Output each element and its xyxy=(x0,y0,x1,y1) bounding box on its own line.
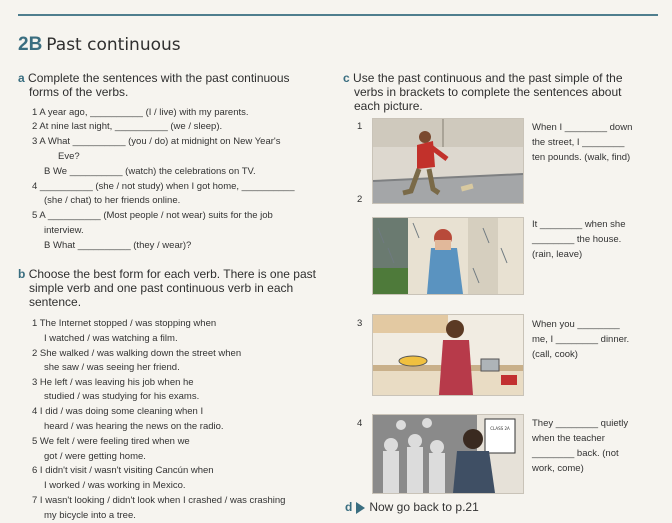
section-a-instruction-line-1: Complete the sentences with the past continuous xyxy=(28,71,290,85)
section-a-instruction-line-2: forms of the verbs. xyxy=(29,85,129,99)
exercise-b-line-4b: heard / was hearing the news on the radio. xyxy=(44,421,224,432)
section-b-instruction-line-2: simple verb and one past continuous verb in each xyxy=(29,281,294,295)
unit-number: 2B xyxy=(18,34,43,55)
section-c-letter: c xyxy=(343,71,350,85)
exercise-b-line-4: 4 I did / was doing some cleaning when I xyxy=(32,406,204,417)
exercise-a-line-3: 3 A What __________ (you / do) at midnight on New Year's xyxy=(32,136,281,147)
exercise-b-line-2: 2 She walked / was walking down the street when xyxy=(32,348,242,359)
exercise-b-line-3: 3 He left / was leaving his job when he xyxy=(32,377,194,388)
picture-4-door-sign: CLASS 2A xyxy=(490,426,510,431)
picture-4-classroom xyxy=(372,414,524,494)
picture-2-text-line-3: (rain, leave) xyxy=(532,249,583,260)
picture-1-text-line-2: the street, I ________ xyxy=(532,137,625,148)
section-d-text: Now go back to p.21 xyxy=(369,500,479,514)
section-a-letter: a xyxy=(18,71,25,85)
exercise-b-line-7: 7 I wasn't looking / didn't look when I crashed / was crashing xyxy=(32,495,286,506)
section-b-instruction xyxy=(18,267,336,309)
section-b-letter: b xyxy=(18,267,26,281)
picture-3-number: 3 xyxy=(357,318,363,329)
exercise-a-line-5b: interview. xyxy=(44,225,84,236)
picture-4-illustration xyxy=(373,415,523,493)
exercise-b-line-3b: studied / was studying for his exams. xyxy=(44,391,200,402)
unit-heading xyxy=(18,34,181,56)
section-c-instruction-line-3: each picture. xyxy=(354,99,423,113)
section-d-link[interactable] xyxy=(345,500,479,514)
picture-4-number: 4 xyxy=(357,418,363,429)
picture-2-illustration xyxy=(373,218,523,294)
exercise-b-line-2b: she saw / was seeing her friend. xyxy=(44,362,180,373)
picture-2-text-line-2: ________ the house. xyxy=(532,234,622,245)
exercise-a-line-4b: (she / chat) to her friends online. xyxy=(44,195,181,206)
picture-3-illustration xyxy=(373,315,523,395)
picture-2-number: 2 xyxy=(357,194,363,205)
picture-1-number: 1 xyxy=(357,121,363,132)
picture-4-text-line-1: They ________ quietly xyxy=(532,418,629,429)
section-a-instruction xyxy=(18,71,318,99)
exercise-b-line-1b: I watched / was watching a film. xyxy=(44,333,178,344)
exercise-a-line-2: 2 At nine last night, __________ (we / sleep). xyxy=(32,121,223,132)
picture-3-cooking xyxy=(372,314,524,396)
top-rule xyxy=(18,14,658,16)
picture-4-text-line-2: when the teacher xyxy=(532,433,605,444)
picture-1-text-line-1: When I ________ down xyxy=(532,122,633,133)
play-arrow-icon xyxy=(356,502,365,514)
exercise-a-line-3c: B We __________ (watch) the celebrations on TV. xyxy=(44,166,256,177)
picture-3-text-line-2: me, I ________ dinner. xyxy=(532,334,630,345)
unit-title: Past continuous xyxy=(46,35,181,55)
picture-3-text-line-3: (call, cook) xyxy=(532,349,578,360)
picture-1-text-line-3: ten pounds. (walk, find) xyxy=(532,152,631,163)
section-d-letter: d xyxy=(345,500,353,514)
exercise-a-line-4: 4 __________ (she / not study) when I got home, __________ xyxy=(32,181,295,192)
exercise-b-line-5b: got / were getting home. xyxy=(44,451,146,462)
section-b-instruction-line-3: sentence. xyxy=(29,295,82,309)
section-c-instruction-line-2: verbs in brackets to complete the sentences about xyxy=(354,85,622,99)
exercise-a-line-5: 5 A __________ (Most people / not wear) suits for the job xyxy=(32,210,273,221)
exercise-b-line-5: 5 We felt / were feeling tired when we xyxy=(32,436,190,447)
section-b-instruction-line-1: Choose the best form for each verb. There is one past xyxy=(28,267,316,281)
section-c-instruction-line-1: Use the past continuous and the past simple of the xyxy=(353,71,623,85)
picture-2-text-line-1: It ________ when she xyxy=(532,219,626,230)
picture-4-text-line-3: ________ back. (not xyxy=(532,448,619,459)
exercise-a-line-3b: Eve? xyxy=(58,151,80,162)
picture-3-text-line-1: When you ________ xyxy=(532,319,620,330)
exercise-b-line-6b: I worked / was working in Mexico. xyxy=(44,480,186,491)
exercise-b-line-1: 1 The Internet stopped / was stopping when xyxy=(32,318,217,329)
section-c-instruction xyxy=(343,71,663,113)
picture-1-illustration xyxy=(373,119,523,203)
exercise-b-line-7b: my bicycle into a tree. xyxy=(44,510,136,521)
exercise-a-line-1: 1 A year ago, __________ (I / live) with my parents. xyxy=(32,107,249,118)
exercise-a-line-5c: B What __________ (they / wear)? xyxy=(44,240,192,251)
picture-1-man-walking xyxy=(372,118,524,204)
picture-4-text-line-4: work, come) xyxy=(532,463,584,474)
picture-2-rain xyxy=(372,217,524,295)
exercise-b-line-6: 6 I didn't visit / wasn't visiting Cancún when xyxy=(32,465,214,476)
